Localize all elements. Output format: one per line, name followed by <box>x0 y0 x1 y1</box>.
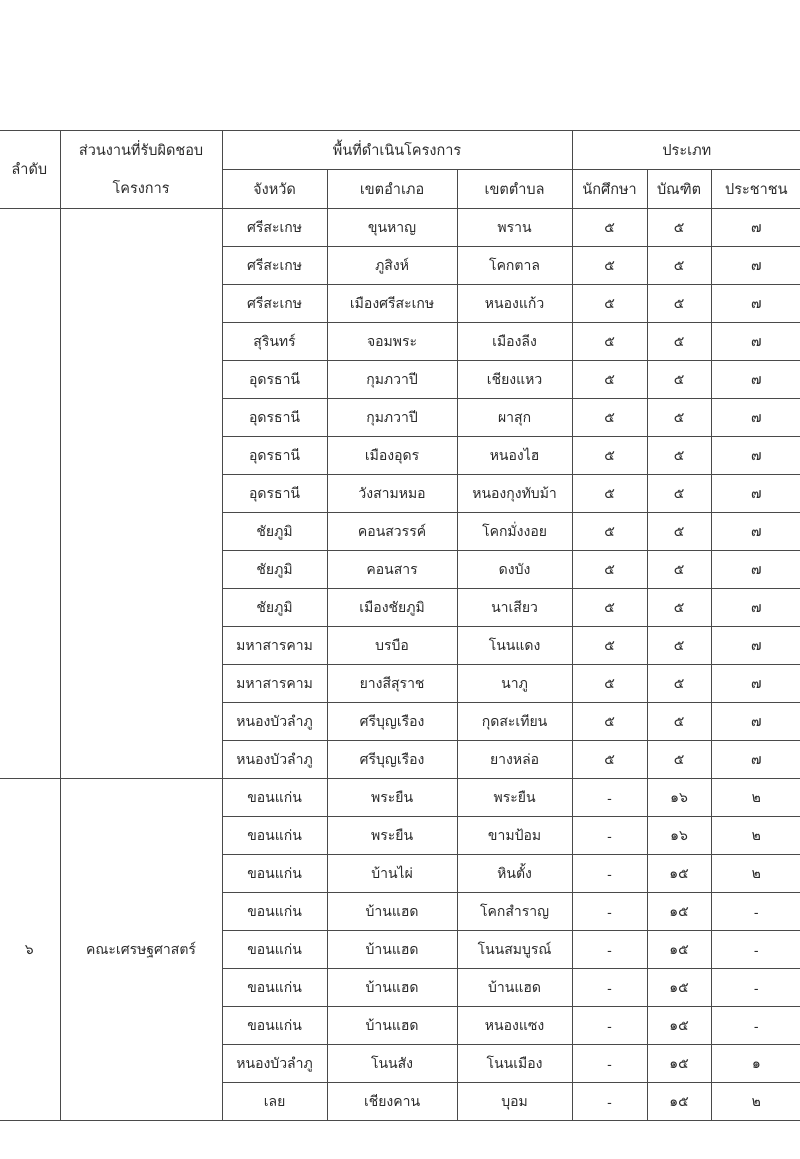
district-cell: พระยืน <box>327 779 457 817</box>
district-cell: บ้านแฮด <box>327 931 457 969</box>
subdistrict-cell: โนนเมือง <box>457 1045 572 1083</box>
subdistrict-cell: ขามป้อม <box>457 817 572 855</box>
subdistrict-cell: หนองแก้ว <box>457 285 572 323</box>
header-students: นักศึกษา <box>572 170 647 209</box>
district-cell: คอนสาร <box>327 551 457 589</box>
province-cell: ขอนแก่น <box>222 1007 327 1045</box>
district-cell: พระยืน <box>327 817 457 855</box>
public-cell: ๗ <box>711 209 800 247</box>
graduates-cell: ๑๕ <box>647 1083 711 1121</box>
district-cell: ภูสิงห์ <box>327 247 457 285</box>
public-cell: ๗ <box>711 513 800 551</box>
province-cell: ชัยภูมิ <box>222 589 327 627</box>
graduates-cell: ๕ <box>647 589 711 627</box>
graduates-cell: ๕ <box>647 513 711 551</box>
district-cell: จอมพระ <box>327 323 457 361</box>
province-cell: ขอนแก่น <box>222 779 327 817</box>
province-cell: ขอนแก่น <box>222 817 327 855</box>
header-org-line2: โครงการ <box>112 180 170 197</box>
graduates-cell: ๑๖ <box>647 817 711 855</box>
graduates-cell: ๕ <box>647 247 711 285</box>
subdistrict-cell: โนนแดง <box>457 627 572 665</box>
province-cell: หนองบัวลำภู <box>222 703 327 741</box>
header-org-line1: ส่วนงานที่รับผิดชอบ <box>78 142 204 159</box>
province-cell: ขอนแก่น <box>222 931 327 969</box>
students-cell: ๕ <box>572 589 647 627</box>
subdistrict-cell: นาเสียว <box>457 589 572 627</box>
header-row-1 <box>0 131 800 170</box>
subdistrict-cell: โคกตาล <box>457 247 572 285</box>
graduates-cell: ๑๕ <box>647 893 711 931</box>
province-cell: ศรีสะเกษ <box>222 285 327 323</box>
subdistrict-cell: โคกสำราญ <box>457 893 572 931</box>
district-cell: เมืองชัยภูมิ <box>327 589 457 627</box>
graduates-cell: ๕ <box>647 551 711 589</box>
province-cell: ศรีสะเกษ <box>222 247 327 285</box>
public-cell: - <box>711 1007 800 1045</box>
subdistrict-cell: บุอม <box>457 1083 572 1121</box>
subdistrict-cell: หนองแซง <box>457 1007 572 1045</box>
header-area-label: พื้นที่ดำเนินโครงการ <box>332 142 462 159</box>
graduates-cell: ๕ <box>647 665 711 703</box>
district-cell: บ้านแฮด <box>327 1007 457 1045</box>
graduates-cell: ๑๕ <box>647 931 711 969</box>
header-public: ประชาชน <box>711 170 800 209</box>
graduates-cell: ๑๕ <box>647 1007 711 1045</box>
province-cell: ขอนแก่น <box>222 969 327 1007</box>
province-cell: อุดรธานี <box>222 399 327 437</box>
graduates-cell: ๑๕ <box>647 855 711 893</box>
graduates-cell: ๕ <box>647 323 711 361</box>
province-cell: อุดรธานี <box>222 437 327 475</box>
graduates-cell: ๕ <box>647 437 711 475</box>
seq-cell <box>0 209 60 779</box>
province-cell: เลย <box>222 1083 327 1121</box>
subdistrict-cell: กุดสะเทียน <box>457 703 572 741</box>
students-cell: - <box>572 855 647 893</box>
district-cell: ศรีบุญเรือง <box>327 741 457 779</box>
public-cell: ๗ <box>711 323 800 361</box>
district-cell: บ้านแฮด <box>327 969 457 1007</box>
public-cell: ๒ <box>711 779 800 817</box>
graduates-cell: ๑๕ <box>647 1045 711 1083</box>
public-cell: ๗ <box>711 399 800 437</box>
students-cell: - <box>572 1083 647 1121</box>
table-row <box>0 779 800 817</box>
subdistrict-cell: ผาสุก <box>457 399 572 437</box>
students-cell: ๕ <box>572 475 647 513</box>
header-org <box>60 131 222 209</box>
province-cell: ขอนแก่น <box>222 893 327 931</box>
subdistrict-cell: ดงบัง <box>457 551 572 589</box>
project-area-table <box>0 130 800 1121</box>
subdistrict-cell: โนนสมบูรณ์ <box>457 931 572 969</box>
students-cell: ๕ <box>572 247 647 285</box>
province-cell: อุดรธานี <box>222 475 327 513</box>
district-cell: คอนสวรรค์ <box>327 513 457 551</box>
students-cell: - <box>572 893 647 931</box>
subdistrict-cell: เชียงแหว <box>457 361 572 399</box>
graduates-cell: ๕ <box>647 741 711 779</box>
public-cell: ๗ <box>711 627 800 665</box>
public-cell: ๗ <box>711 475 800 513</box>
students-cell: ๕ <box>572 627 647 665</box>
subdistrict-cell: พระยืน <box>457 779 572 817</box>
students-cell: ๕ <box>572 285 647 323</box>
public-cell: - <box>711 893 800 931</box>
graduates-cell: ๕ <box>647 285 711 323</box>
district-cell: บ้านแฮด <box>327 893 457 931</box>
students-cell: ๕ <box>572 703 647 741</box>
district-cell: เมืองศรีสะเกษ <box>327 285 457 323</box>
public-cell: ๒ <box>711 817 800 855</box>
district-cell: ศรีบุญเรือง <box>327 703 457 741</box>
students-cell: - <box>572 1045 647 1083</box>
students-cell: - <box>572 1007 647 1045</box>
province-cell: ชัยภูมิ <box>222 551 327 589</box>
graduates-cell: ๑๕ <box>647 969 711 1007</box>
public-cell: - <box>711 931 800 969</box>
header-type <box>572 131 800 170</box>
table-body <box>0 209 800 1121</box>
subdistrict-cell: พราน <box>457 209 572 247</box>
header-area <box>222 131 572 170</box>
subdistrict-cell: หนองกุงทับม้า <box>457 475 572 513</box>
students-cell: ๕ <box>572 741 647 779</box>
graduates-cell: ๕ <box>647 399 711 437</box>
public-cell: ๗ <box>711 437 800 475</box>
header-district: เขตอำเภอ <box>327 170 457 209</box>
district-cell: เมืองอุดร <box>327 437 457 475</box>
district-cell: บรบือ <box>327 627 457 665</box>
public-cell: ๗ <box>711 361 800 399</box>
header-seq <box>0 131 60 209</box>
subdistrict-cell: โคกมั่งงอย <box>457 513 572 551</box>
province-cell: ศรีสะเกษ <box>222 209 327 247</box>
graduates-cell: ๑๖ <box>647 779 711 817</box>
students-cell: ๕ <box>572 551 647 589</box>
public-cell: ๑ <box>711 1045 800 1083</box>
district-cell: โนนสัง <box>327 1045 457 1083</box>
students-cell: ๕ <box>572 323 647 361</box>
seq-cell: ๖ <box>0 779 60 1121</box>
students-cell: - <box>572 817 647 855</box>
subdistrict-cell: หนองไฮ <box>457 437 572 475</box>
province-cell: มหาสารคาม <box>222 627 327 665</box>
province-cell: หนองบัวลำภู <box>222 1045 327 1083</box>
province-cell: ชัยภูมิ <box>222 513 327 551</box>
graduates-cell: ๕ <box>647 627 711 665</box>
header-graduates: บัณฑิต <box>647 170 711 209</box>
subdistrict-cell: ยางหล่อ <box>457 741 572 779</box>
public-cell: ๒ <box>711 855 800 893</box>
public-cell: ๗ <box>711 741 800 779</box>
subdistrict-cell: หินตั้ง <box>457 855 572 893</box>
province-cell: หนองบัวลำภู <box>222 741 327 779</box>
district-cell: กุมภวาปี <box>327 399 457 437</box>
graduates-cell: ๕ <box>647 209 711 247</box>
header-seq-label: ลำดับ <box>11 162 48 178</box>
table-header <box>0 131 800 209</box>
district-cell: เชียงคาน <box>327 1083 457 1121</box>
district-cell: กุมภวาปี <box>327 361 457 399</box>
students-cell: ๕ <box>572 361 647 399</box>
org-cell <box>60 209 222 779</box>
public-cell: ๗ <box>711 703 800 741</box>
district-cell: ยางสีสุราช <box>327 665 457 703</box>
public-cell: ๒ <box>711 1083 800 1121</box>
public-cell: - <box>711 969 800 1007</box>
province-cell: มหาสารคาม <box>222 665 327 703</box>
students-cell: - <box>572 969 647 1007</box>
students-cell: - <box>572 779 647 817</box>
table-row <box>0 209 800 247</box>
students-cell: ๕ <box>572 399 647 437</box>
public-cell: ๗ <box>711 285 800 323</box>
students-cell: ๕ <box>572 209 647 247</box>
graduates-cell: ๕ <box>647 361 711 399</box>
public-cell: ๗ <box>711 589 800 627</box>
subdistrict-cell: เมืองลีง <box>457 323 572 361</box>
province-cell: ขอนแก่น <box>222 855 327 893</box>
graduates-cell: ๕ <box>647 475 711 513</box>
province-cell: อุดรธานี <box>222 361 327 399</box>
subdistrict-cell: นาภู <box>457 665 572 703</box>
students-cell: ๕ <box>572 513 647 551</box>
public-cell: ๗ <box>711 665 800 703</box>
district-cell: วังสามหมอ <box>327 475 457 513</box>
students-cell: ๕ <box>572 437 647 475</box>
public-cell: ๗ <box>711 247 800 285</box>
district-cell: บ้านไผ่ <box>327 855 457 893</box>
header-subdistrict: เขตตำบล <box>457 170 572 209</box>
graduates-cell: ๕ <box>647 703 711 741</box>
students-cell: - <box>572 931 647 969</box>
org-cell: คณะเศรษฐศาสตร์ <box>60 779 222 1121</box>
public-cell: ๗ <box>711 551 800 589</box>
header-type-label: ประเภท <box>662 142 712 159</box>
students-cell: ๕ <box>572 665 647 703</box>
header-province: จังหวัด <box>222 170 327 209</box>
district-cell: ขุนหาญ <box>327 209 457 247</box>
subdistrict-cell: บ้านแฮด <box>457 969 572 1007</box>
province-cell: สุรินทร์ <box>222 323 327 361</box>
